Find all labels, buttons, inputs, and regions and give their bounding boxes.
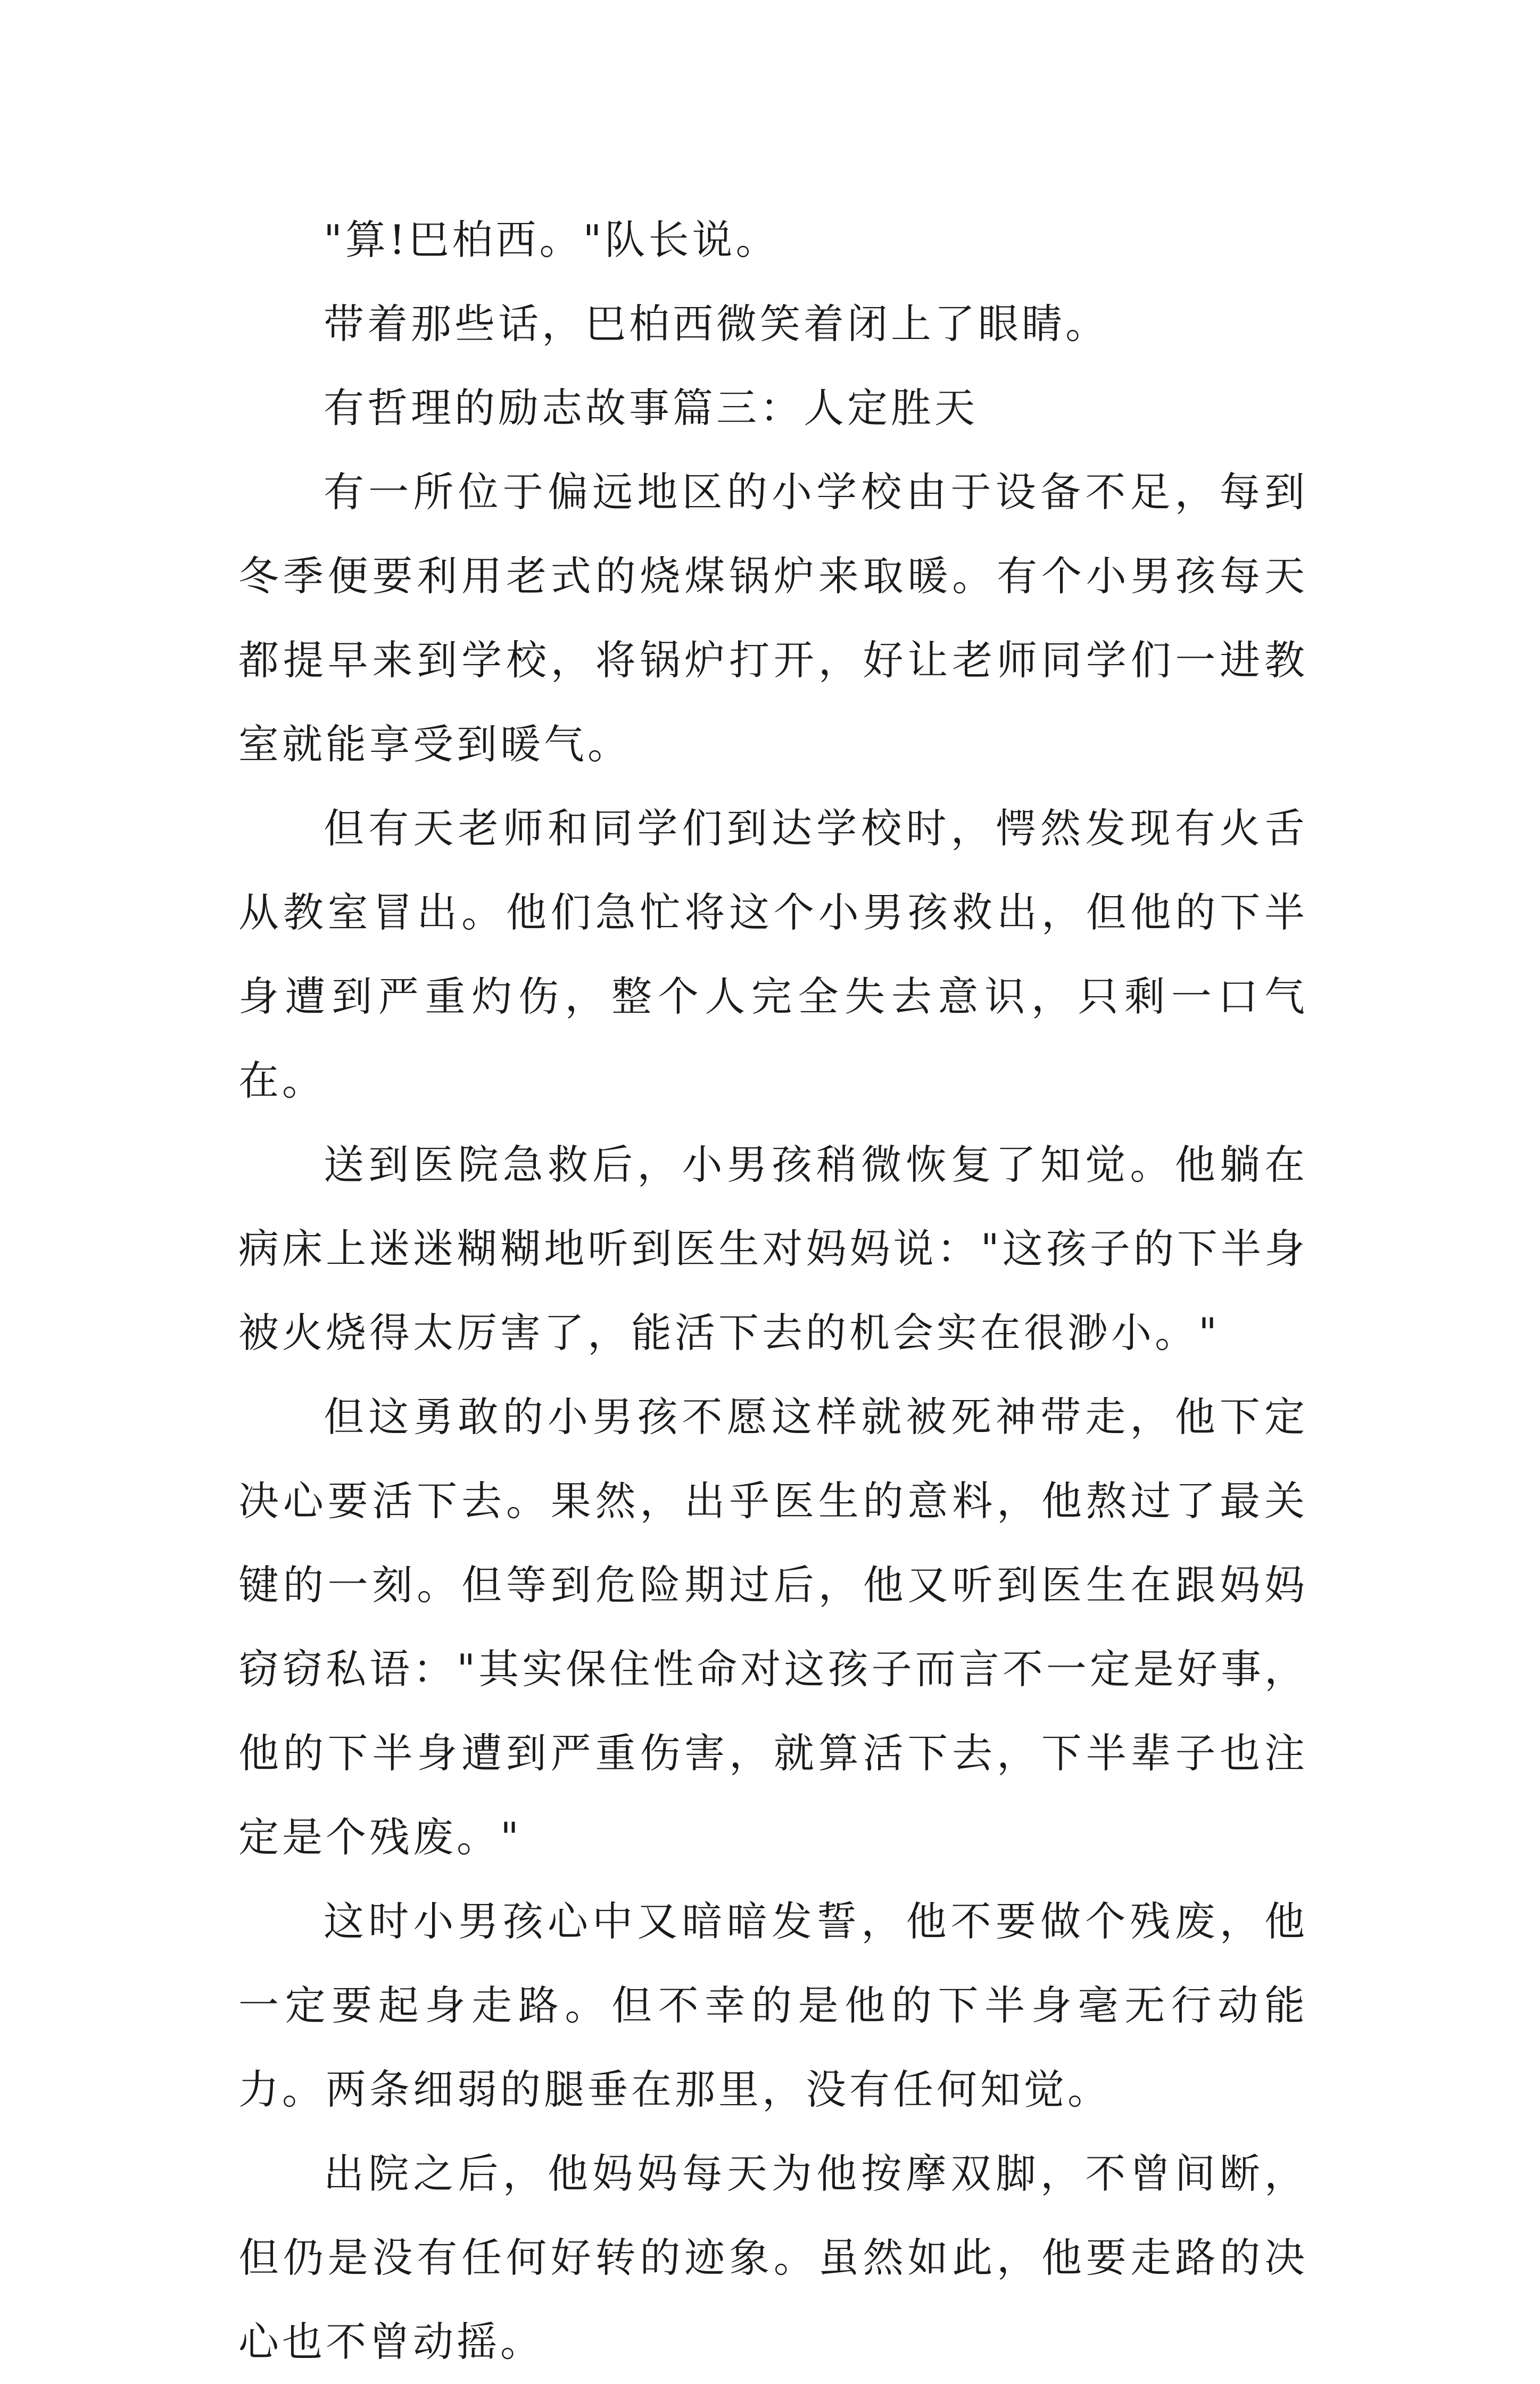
- paragraph-fire: 但有天老师和同学们到达学校时，愕然发现有火舌从教室冒出。他们急忙将这个小男孩救出，但他的下半身遭到严重灼伤，整个人完全失去意识，只剩一口气在。: [238, 805, 1308, 1104]
- document-body: [238, 198, 1308, 2384]
- paragraph-school-boiler: 有一所位于偏远地区的小学校由于设备不足，每到冬季便要利用老式的烧煤锅炉来取暖。有个小男孩每天都提早来到学校，将锅炉打开，好让老师同学们一进教室就能享受到暖气。: [238, 468, 1308, 768]
- paragraph-hospital: 送到医院急救后，小男孩稍微恢复了知觉。他躺在病床上迷迷糊糊地听到医生对妈妈说："这孩子的下半身被火烧得太厉害了，能活下去的机会实在很渺小。": [238, 1141, 1308, 1356]
- section-heading: 有哲理的励志故事篇三：人定胜天: [324, 384, 978, 432]
- paragraph-dialogue-captain: "算!巴柏西。"队长说。: [324, 216, 780, 263]
- paragraph-survival: 但这勇敢的小男孩不愿这样就被死神带走，他下定决心要活下去。果然，出乎医生的意料，他熬过了最关键的一刻。但等到危险期过后，他又听到医生在跟妈妈窃窃私语："其实保住性命对这孩子而言不一定是好事，他的下半身遭到严重伤害，就算活下去，下半辈子也注定是个残废。": [238, 1393, 1308, 1861]
- paragraph-vow: 这时小男孩心中又暗暗发誓，他不要做个残废，他一定要起身走路。但不幸的是他的下半身毫无行动能力。两条细弱的腿垂在那里，没有任何知觉。: [238, 1898, 1308, 2113]
- paragraph-massage: 出院之后，他妈妈每天为他按摩双脚，不曾间断，但仍是没有任何好转的迹象。虽然如此，他要走路的决心也不曾动摇。: [238, 2150, 1308, 2365]
- paragraph-closing-eyes: 带着那些话，巴柏西微笑着闭上了眼睛。: [324, 300, 1109, 347]
